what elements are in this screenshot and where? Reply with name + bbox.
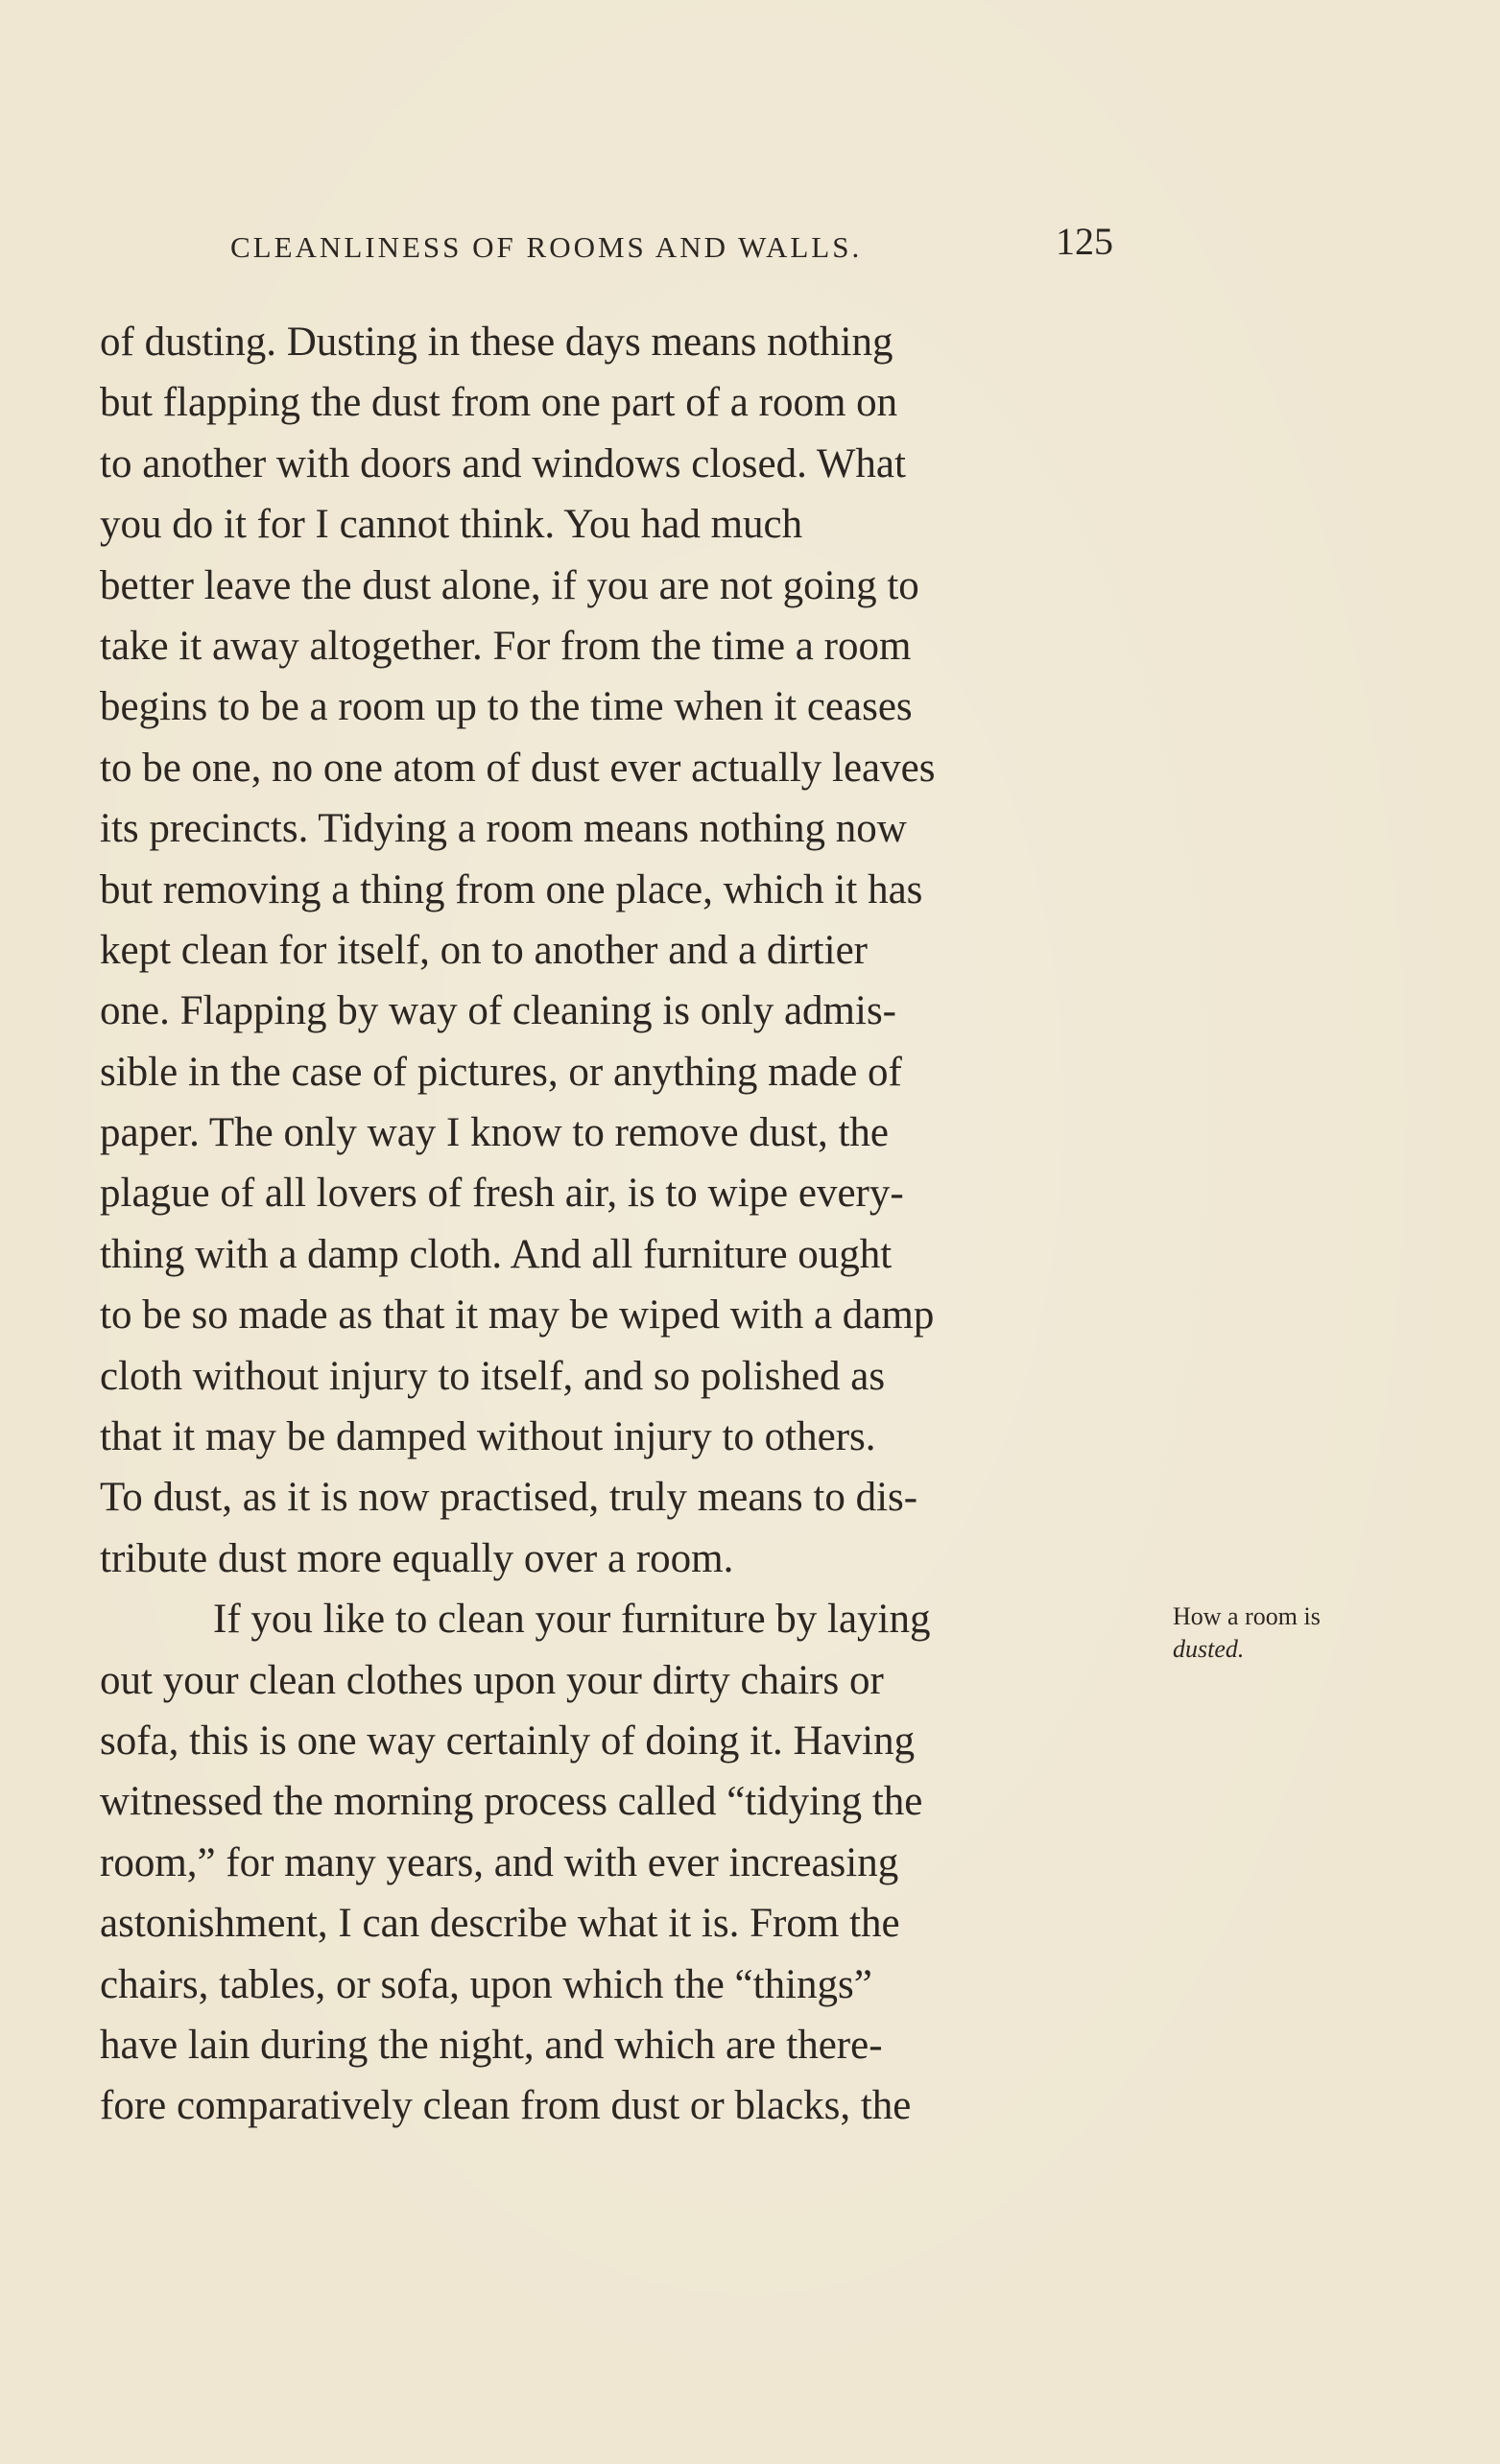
text-line: to another with doors and windows closed. What — [100, 440, 906, 486]
margin-note-line: dusted. — [1173, 1635, 1245, 1663]
text-line: of dusting. Dusting in these days means nothing — [100, 320, 893, 365]
text-line: astonishment, I can describe what it is. From the — [100, 1901, 900, 1947]
text-line: sofa, this is one way certainly of doing it. Having — [100, 1718, 916, 1764]
body-text — [100, 312, 1155, 2137]
text-line: plague of all lovers of fresh air, is to wipe every- — [100, 1171, 904, 1217]
page-number: 125 — [1056, 220, 1113, 263]
text-line: kept clean for itself, on to another and a dirtier — [100, 927, 868, 973]
text-line: take it away altogether. For from the time a room — [100, 623, 912, 669]
text-line: have lain during the night, and which are there- — [100, 2022, 883, 2068]
margin-note — [1173, 1600, 1393, 1666]
text-line: to be one, no one atom of dust ever actually leaves — [100, 745, 936, 791]
text-line: To dust, as it is now practised, truly means to dis- — [100, 1475, 918, 1521]
running-head — [230, 219, 1113, 276]
text-line: one. Flapping by way of cleaning is only admis- — [100, 988, 896, 1034]
text-line: fore comparatively clean from dust or blacks, the — [100, 2083, 912, 2129]
text-line: to be so made as that it may be wiped with a damp — [100, 1292, 935, 1339]
text-line: paper. The only way I know to remove dust, the — [100, 1110, 889, 1156]
text-line: cloth without injury to itself, and so polished as — [100, 1353, 886, 1399]
text-line: better leave the dust alone, if you are not going to — [100, 562, 919, 608]
text-line: its precincts. Tidying a room means nothing now — [100, 806, 907, 852]
text-line: room,” for many years, and with ever increasing — [100, 1839, 899, 1885]
text-line: that it may be damped without injury to others. — [100, 1414, 876, 1460]
text-line: you do it for I cannot think. You had much — [100, 502, 803, 548]
text-line: tribute dust more equally over a room. — [100, 1535, 734, 1581]
text-line: thing with a damp cloth. And all furniture ought — [100, 1231, 893, 1277]
text-line: chairs, tables, or sofa, upon which the “things” — [100, 1961, 872, 2007]
text-line: sible in the case of pictures, or anything made of — [100, 1049, 902, 1095]
text-line: but flapping the dust from one part of a room on — [100, 380, 898, 426]
text-line: witnessed the morning process called “tidying the — [100, 1779, 923, 1825]
text-line: out your clean clothes upon your dirty chairs or — [100, 1657, 884, 1703]
text-line: begins to be a room up to the time when it ceases — [100, 684, 913, 730]
text-line: but removing a thing from one place, which it has — [100, 866, 923, 912]
running-title: CLEANLINESS OF ROOMS AND WALLS. — [230, 230, 863, 264]
text-line-paragraph-start: If you like to clean your furniture by laying — [213, 1597, 931, 1643]
margin-note-line: How a room is — [1173, 1602, 1321, 1630]
